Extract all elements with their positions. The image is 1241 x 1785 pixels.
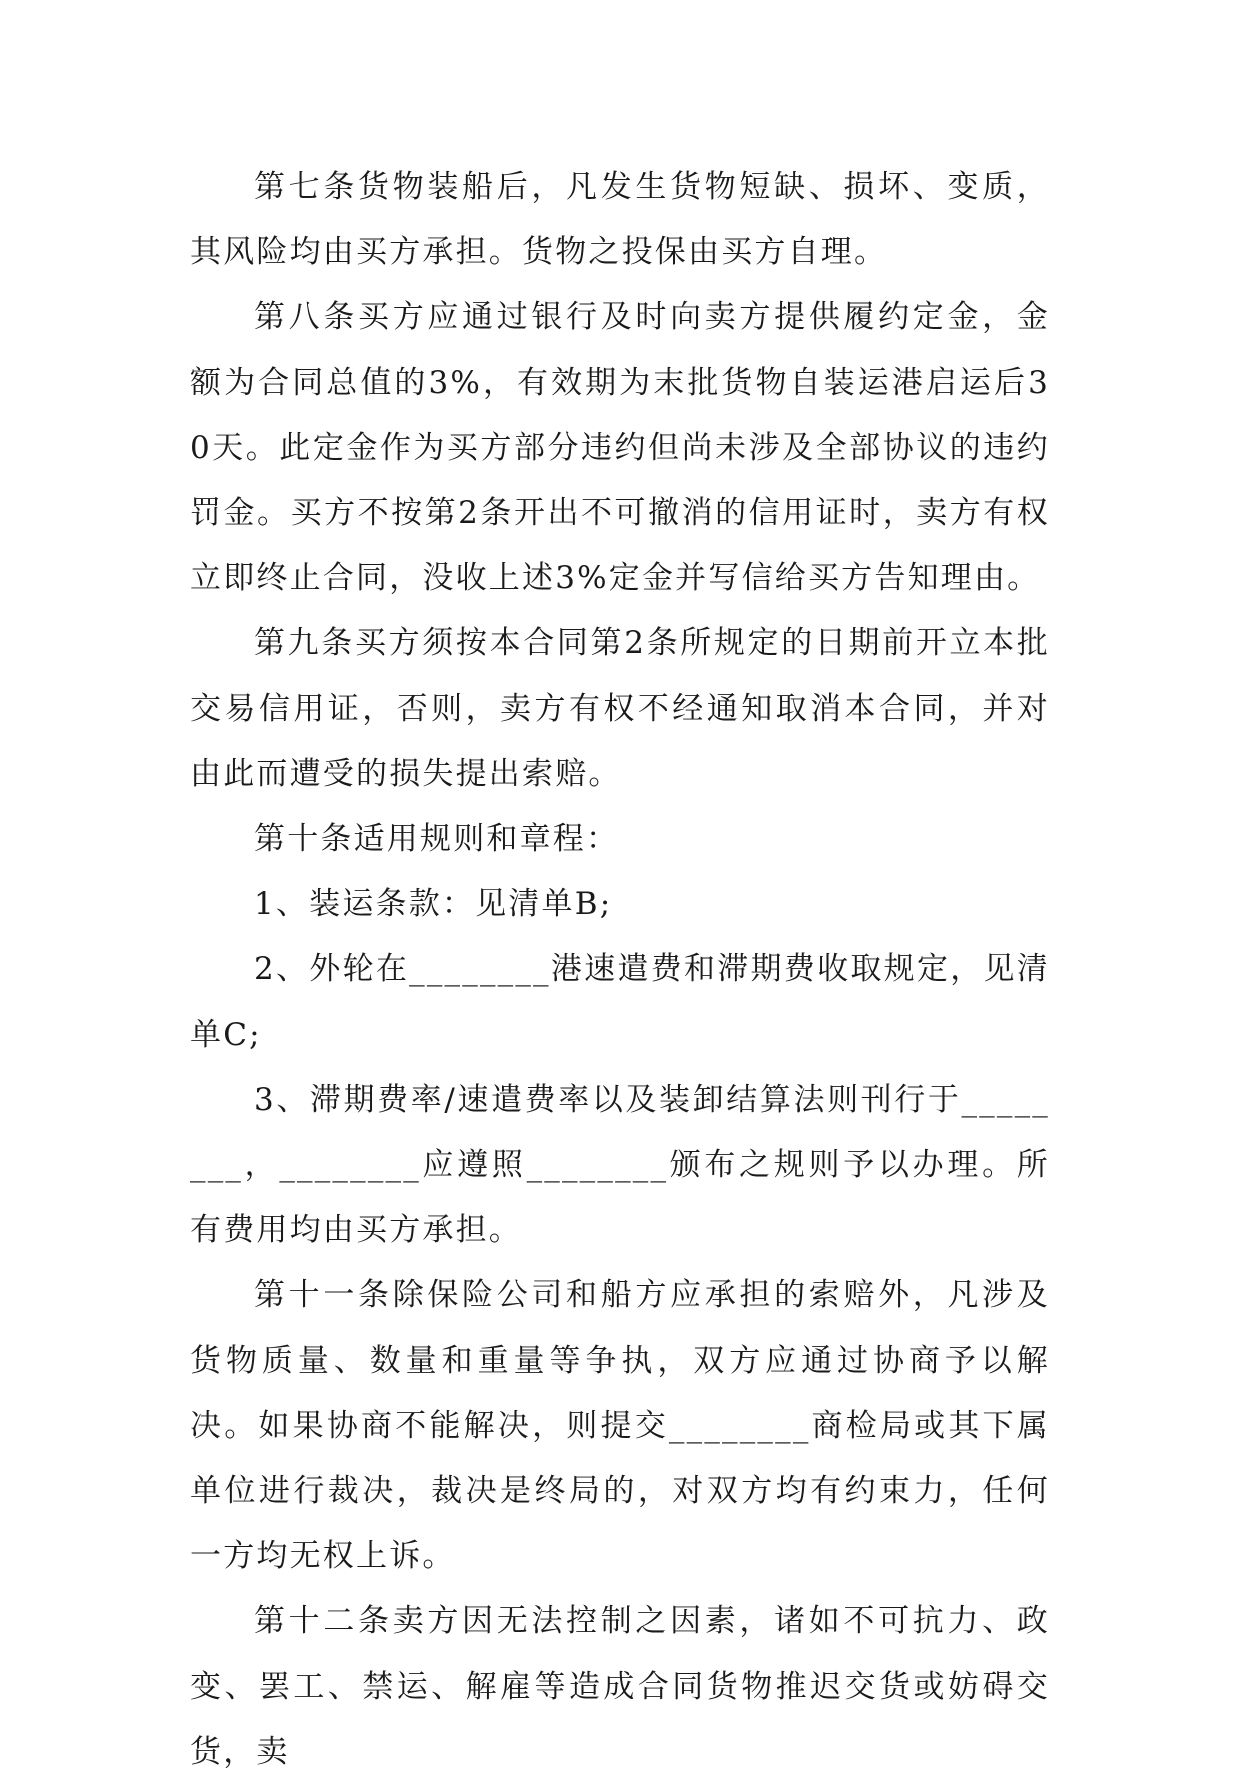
article-10-item-2: 2、外轮在________港速遣费和滞期费收取规定，见清单C; bbox=[190, 951, 1050, 1053]
article-10-heading: 第十条适用规则和章程： bbox=[254, 821, 620, 858]
article-9-paragraph: 第九条买方须按本合同第2条所规定的日期前开立本批交易信用证，否则，卖方有权不经通知取消本合同，并对由此而遭受的损失提出索赔。 bbox=[190, 625, 1050, 792]
article-10-item-1: 1、装运条款：见清单B; bbox=[254, 886, 613, 923]
article-7-paragraph: 第七条货物装船后，凡发生货物短缺、损坏、变质，其风险均由买方承担。货物之投保由买方自理。 bbox=[190, 169, 1050, 271]
article-8-paragraph: 第八条买方应通过银行及时向卖方提供履约定金，金额为合同总值的3%，有效期为末批货物自装运港启运后30天。此定金作为买方部分违约但尚未涉及全部协议的违约罚金。买方不按第2条开出不可撤消的信用证时，卖方有权立即终止合同，没收上述3%定金并写信给买方告知理由。 bbox=[190, 299, 1050, 597]
article-12-paragraph: 第十二条卖方因无法控制之因素，诸如不可抗力、政变、罢工、禁运、解雇等造成合同货物推迟交货或妨碍交货，卖 bbox=[190, 1603, 1050, 1770]
document-body bbox=[190, 155, 1050, 1785]
article-10-item-3: 3、滞期费率/速遣费率以及装卸结算法则刊行于________，________应遵照________颁布之规则予以办理。所有费用均由买方承担。 bbox=[190, 1081, 1050, 1249]
article-11-paragraph: 第十一条除保险公司和船方应承担的索赔外，凡涉及货物质量、数量和重量等争执，双方应通过协商予以解决。如果协商不能解决，则提交________商检局或其下属单位进行裁决，裁决是终局的，对双方均有约束力，任何一方均无权上诉。 bbox=[190, 1277, 1050, 1575]
